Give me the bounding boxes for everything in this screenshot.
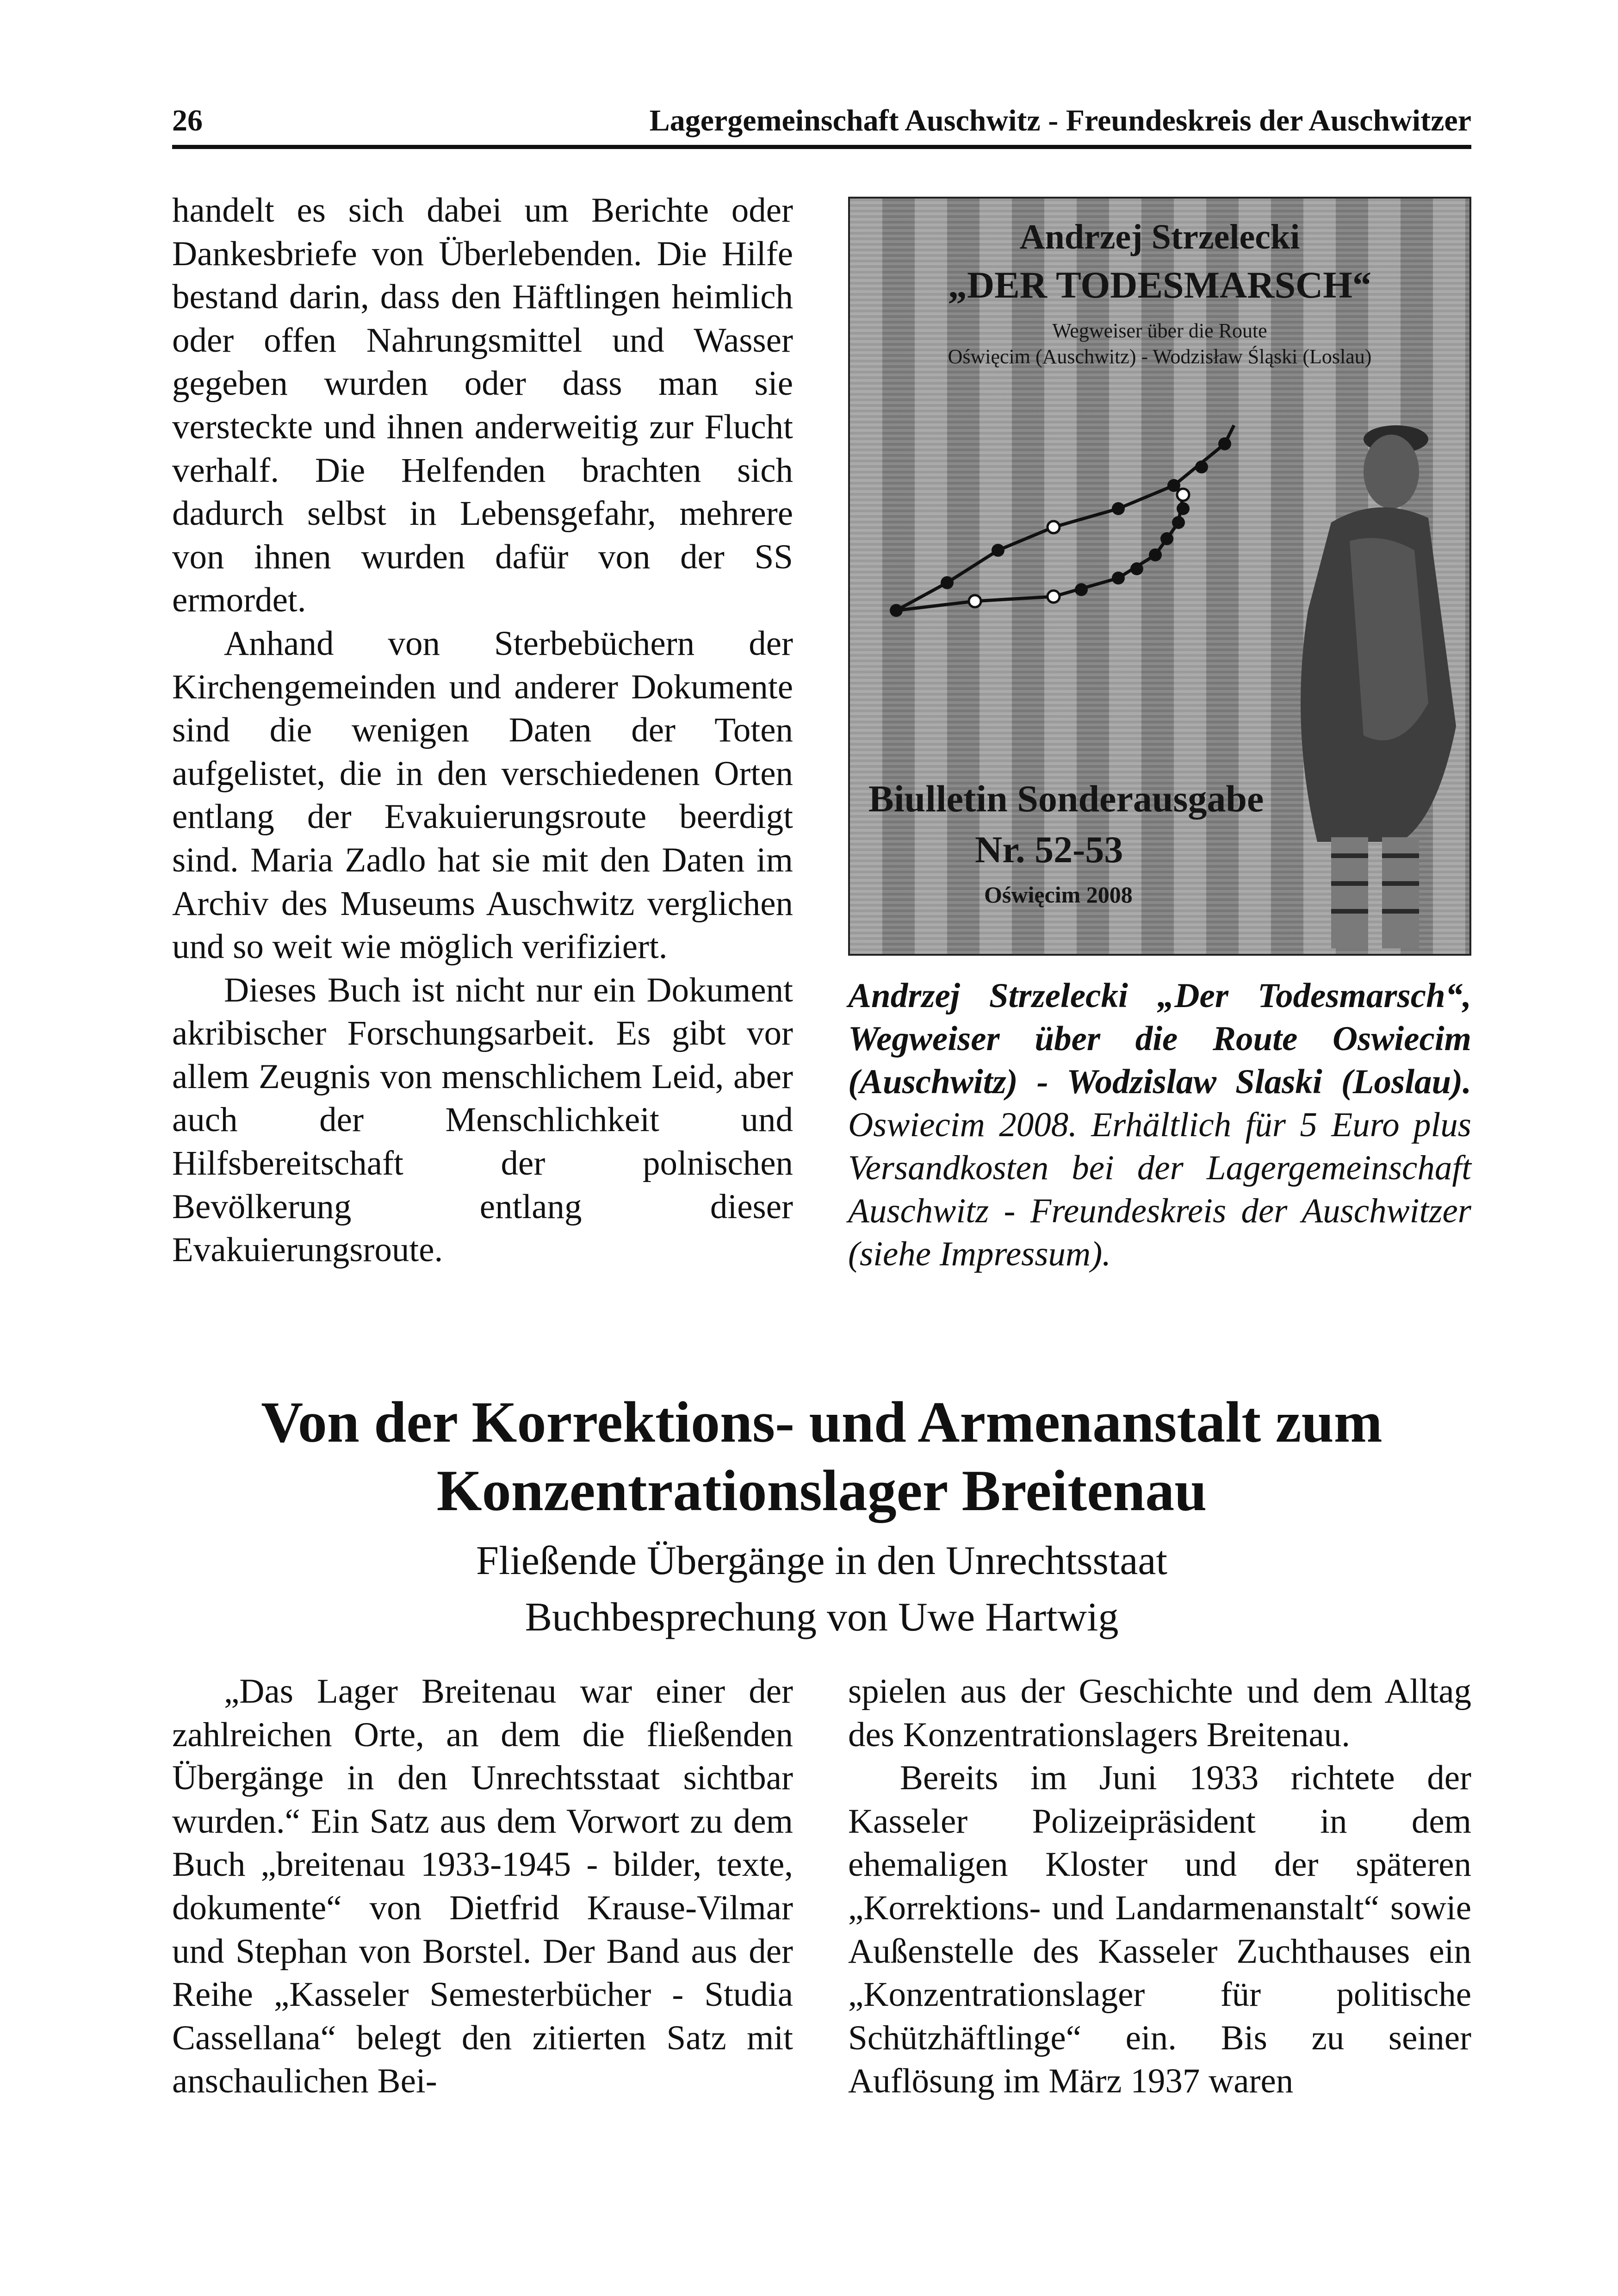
- article-subtitle: Fließende Übergänge in den Unrechtsstaat: [476, 1538, 1167, 1583]
- route-map: [859, 416, 1285, 684]
- paragraph: handelt es sich dabei um Berichte oder Dankesbriefe von Überlebenden. Die Hilfe bestand darin, dass den Häftlingen heimlich oder offen Nahrungsmittel und Wasser gegeben wurden oder dass man sie versteckte und ihnen anderweitig zur Flucht verhalf. Die Helfenden brachten sich dadurch selbst in Lebensgefahr, mehrere von ihnen wurden dafür von der SS ermordet.: [172, 191, 793, 620]
- paragraph: „Das Lager Breitenau war einer der zahlreichen Orte, an dem die fließenden Übergänge in den Unrechtsstaat sichtbar wurden.“ Ein Satz aus dem Vorwort zu dem Buch „breitenau 1933-1945 - bilder, texte, dokumente“ von Dietfrid Krause-Vilmar und Stephan von Borstel. Der Band aus der Reihe „Kasseler Semesterbücher - Studia Cassellana“ belegt den zitierten Satz mit anschaulichen Bei-: [172, 1672, 793, 2101]
- cover-subtitle: Wegweiser über die Route: [1052, 319, 1267, 342]
- paragraph: Dieses Buch ist nicht nur ein Dokument akribischer Forschungsarbeit. Es gibt vor allem Zeugnis von menschlichem Leid, aber auch der Menschlichkeit und Hilfsbereitschaft der polnischen Bevölkerung entlang dieser Evakuierungsroute.: [172, 971, 793, 1269]
- bottom-right-column: [848, 1670, 1471, 2103]
- figure-caption: [848, 974, 1471, 1276]
- paragraph: Anhand von Sterbebüchern der Kirchengemeinden und anderer Dokumente sind die wenigen Daten der Toten aufgelistet, die in den verschiedenen Orten entlang der Evakuierungsroute beerdigt sind. Maria Zadlo hat sie mit den Daten im Archiv des Museums Auschwitz verglichen und so weit wie möglich verifiziert.: [172, 624, 793, 966]
- top-left-column: [172, 189, 793, 1272]
- paragraph: spielen aus der Geschichte und dem Alltag des Konzentrationslagers Breitenau.: [848, 1672, 1471, 1754]
- page-number: 26: [172, 104, 203, 137]
- caption-title: Andrzej Strzelecki „Der Todesmarsch“, Wegweiser über die Route Oswiecim (Auschwitz) - Wodzislaw Slaski (Loslau).: [848, 977, 1471, 1101]
- book-cover-image: [848, 197, 1471, 956]
- running-header: [172, 101, 1471, 149]
- headline-line-1: Von der Korrektions- und Armenanstalt zum: [261, 1390, 1382, 1455]
- cover-subtitle-route: Oświęcim (Auschwitz) - Wodzisław Śląski (Loslau): [948, 345, 1372, 368]
- caption-details: Oswiecim 2008. Erhältlich für 5 Euro plus Versandkosten bei der Lagergemeinschaft Auschwitz - Freundeskreis der Auschwitzer (siehe Impressum).: [848, 1106, 1471, 1273]
- paragraph: Bereits im Juni 1933 richtete der Kasseler Polizeipräsident in dem ehemaligen Kloster und der späteren „Korrektions- und Landarmenanstalt“ sowie Außenstelle des Kasseler Zuchthauses ein „Konzentrationslager für politische Schützhäftlinge“ ein. Bis zu seiner Auflösung im März 1937 waren: [848, 1759, 1471, 2101]
- article-headline: [172, 1388, 1471, 1525]
- running-title: Lagergemeinschaft Auschwitz - Freundeskreis der Auschwitzer: [649, 104, 1471, 137]
- cover-number: Nr. 52-53: [975, 828, 1123, 871]
- headline-line-2: Konzentrationslager Breitenau: [436, 1459, 1207, 1523]
- cover-title: „DER TODESMARSCH“: [948, 264, 1372, 306]
- cover-author: Andrzej Strzelecki: [1019, 218, 1300, 256]
- cover-bulletin: Biulletin Sonderausgabe: [868, 778, 1264, 820]
- article-byline: Buchbesprechung von Uwe Hartwig: [525, 1595, 1119, 1640]
- prisoner-photo: [1262, 402, 1465, 956]
- cover-place-year: Oświęcim 2008: [984, 882, 1133, 908]
- bottom-left-column: [172, 1670, 793, 2103]
